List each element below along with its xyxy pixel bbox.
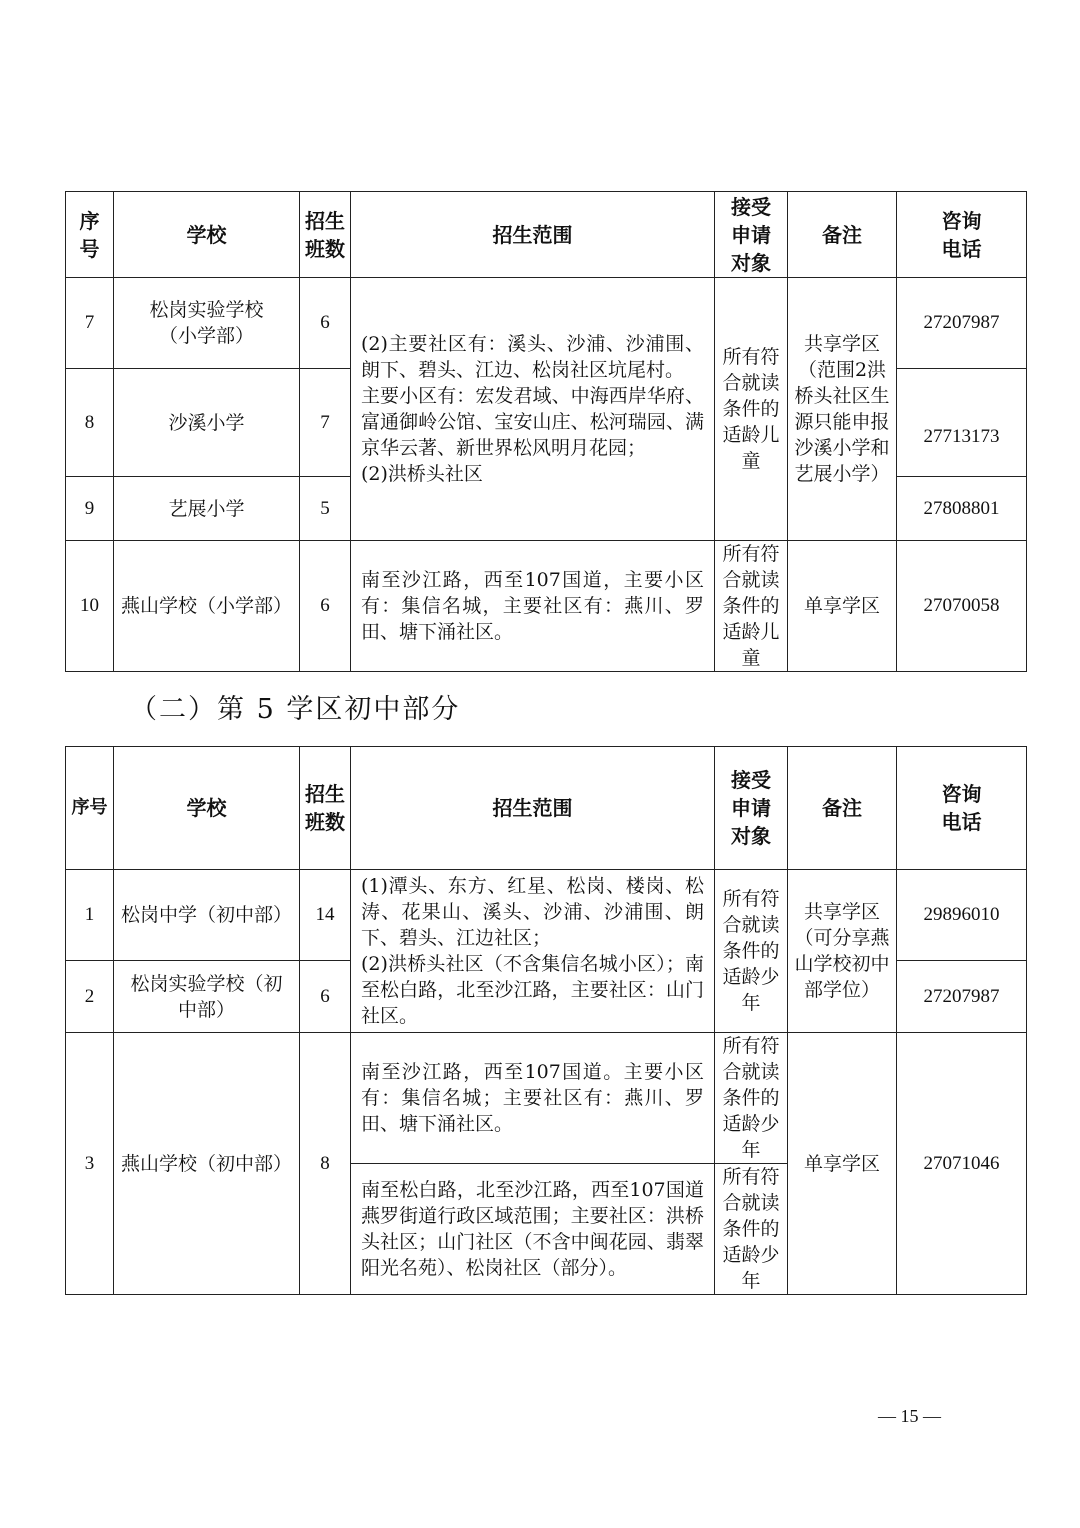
header-phone: 咨询电话 (897, 747, 1027, 870)
remark: 单享学区 (788, 1033, 897, 1295)
page-number: — 15 — (878, 1406, 941, 1426)
enrollment-scope (351, 278, 715, 541)
row-no: 8 (66, 369, 114, 477)
header-scope: 招生范围 (351, 747, 715, 870)
row-no: 9 (66, 477, 114, 541)
header-no: 序号 (66, 747, 114, 870)
applicant-target: 所有符合就读条件的适龄儿童 (715, 278, 788, 541)
school-name: 沙溪小学 (114, 369, 300, 477)
remark: 单享学区 (788, 541, 897, 672)
phone-number: 27207987 (897, 961, 1027, 1033)
class-count: 7 (300, 369, 351, 477)
header-remark: 备注 (788, 747, 897, 870)
header-phone: 咨询电话 (897, 192, 1027, 278)
table-row (66, 1033, 1027, 1164)
enrollment-scope: 南至沙江路，西至107国道。主要小区有：集信名城；主要社区有：燕川、罗田、塘下涌社区。 (351, 1033, 715, 1164)
class-count: 8 (300, 1033, 351, 1295)
section-title: （二）第 5 学区初中部分 (130, 694, 461, 725)
table-row (66, 278, 1027, 369)
school-name: 松岗中学（初中部） (114, 870, 300, 961)
scope-line: (2)洪桥头社区（不含集信名城小区）；南至松白路，北至沙江路，主要社区：山门社区。 (361, 953, 704, 1027)
header-scope: 招生范围 (351, 192, 715, 278)
school-name: 松岗实验学校（初中部） (114, 961, 300, 1033)
remark: 共享学区（可分享燕山学校初中部学位） (788, 870, 897, 1033)
table-row (66, 870, 1027, 961)
row-no: 1 (66, 870, 114, 961)
phone-number: 27713173 (897, 369, 1027, 477)
header-remark: 备注 (788, 192, 897, 278)
table-row (66, 541, 1027, 672)
header-school: 学校 (114, 747, 300, 870)
row-no: 2 (66, 961, 114, 1033)
header-target: 接受申请对象 (715, 192, 788, 278)
phone-number: 27070058 (897, 541, 1027, 672)
row-no: 7 (66, 278, 114, 369)
header-classes: 招生班数 (300, 192, 351, 278)
remark: 共享学区（范围2洪桥头社区生源只能申报沙溪小学和艺展小学） (788, 278, 897, 541)
school-name: 燕山学校（初中部） (114, 1033, 300, 1295)
school-name: 燕山学校（小学部） (114, 541, 300, 672)
phone-number: 27808801 (897, 477, 1027, 541)
applicant-target: 所有符合就读条件的适龄儿童 (715, 541, 788, 672)
header-no: 序号 (66, 192, 114, 278)
header-target: 接受申请对象 (715, 747, 788, 870)
scope-line: 主要小区有：宏发君域、中海西岸华府、富通御岭公馆、宝安山庄、松河瑞园、满京华云著、新世界松风明月花园； (361, 385, 704, 459)
applicant-target: 所有符合就读条件的适龄少年 (715, 1033, 788, 1164)
enrollment-scope: 南至沙江路，西至107国道，主要小区有：集信名城，主要社区有：燕川、罗田、塘下涌社区。 (351, 541, 715, 672)
class-count: 6 (300, 278, 351, 369)
class-count: 6 (300, 541, 351, 672)
enrollment-scope (351, 870, 715, 1033)
primary-school-table (65, 191, 1027, 672)
class-count: 6 (300, 961, 351, 1033)
enrollment-scope: 南至松白路，北至沙江路，西至107国道燕罗街道行政区域范围；主要社区：洪桥头社区；山门社区（不含中闽花园、翡翠阳光名苑）、松岗社区（部分）。 (351, 1164, 715, 1295)
table-header-row (66, 747, 1027, 870)
school-name: 艺展小学 (114, 477, 300, 541)
phone-number: 29896010 (897, 870, 1027, 961)
row-no: 10 (66, 541, 114, 672)
phone-number: 27207987 (897, 278, 1027, 369)
school-name-line1: 松岗实验学校 (149, 299, 264, 321)
school-name (114, 278, 300, 369)
scope-line: (2)洪桥头社区 (361, 463, 483, 485)
row-no: 3 (66, 1033, 114, 1295)
phone-number: 27071046 (897, 1033, 1027, 1295)
table-header-row (66, 192, 1027, 278)
applicant-target: 所有符合就读条件的适龄少年 (715, 1164, 788, 1295)
scope-line: (2)主要社区有：溪头、沙浦、沙浦围、朗下、碧头、江边、松岗社区坑尾村。 (361, 333, 704, 381)
header-classes: 招生班数 (300, 747, 351, 870)
class-count: 5 (300, 477, 351, 541)
scope-line: (1)潭头、东方、红星、松岗、楼岗、松涛、花果山、溪头、沙浦、沙浦围、朗下、碧头、江边社区； (361, 875, 704, 949)
applicant-target: 所有符合就读条件的适龄少年 (715, 870, 788, 1033)
school-name-line2: （小学部） (158, 325, 254, 347)
header-school: 学校 (114, 192, 300, 278)
class-count: 14 (300, 870, 351, 961)
middle-school-table (65, 746, 1027, 1295)
